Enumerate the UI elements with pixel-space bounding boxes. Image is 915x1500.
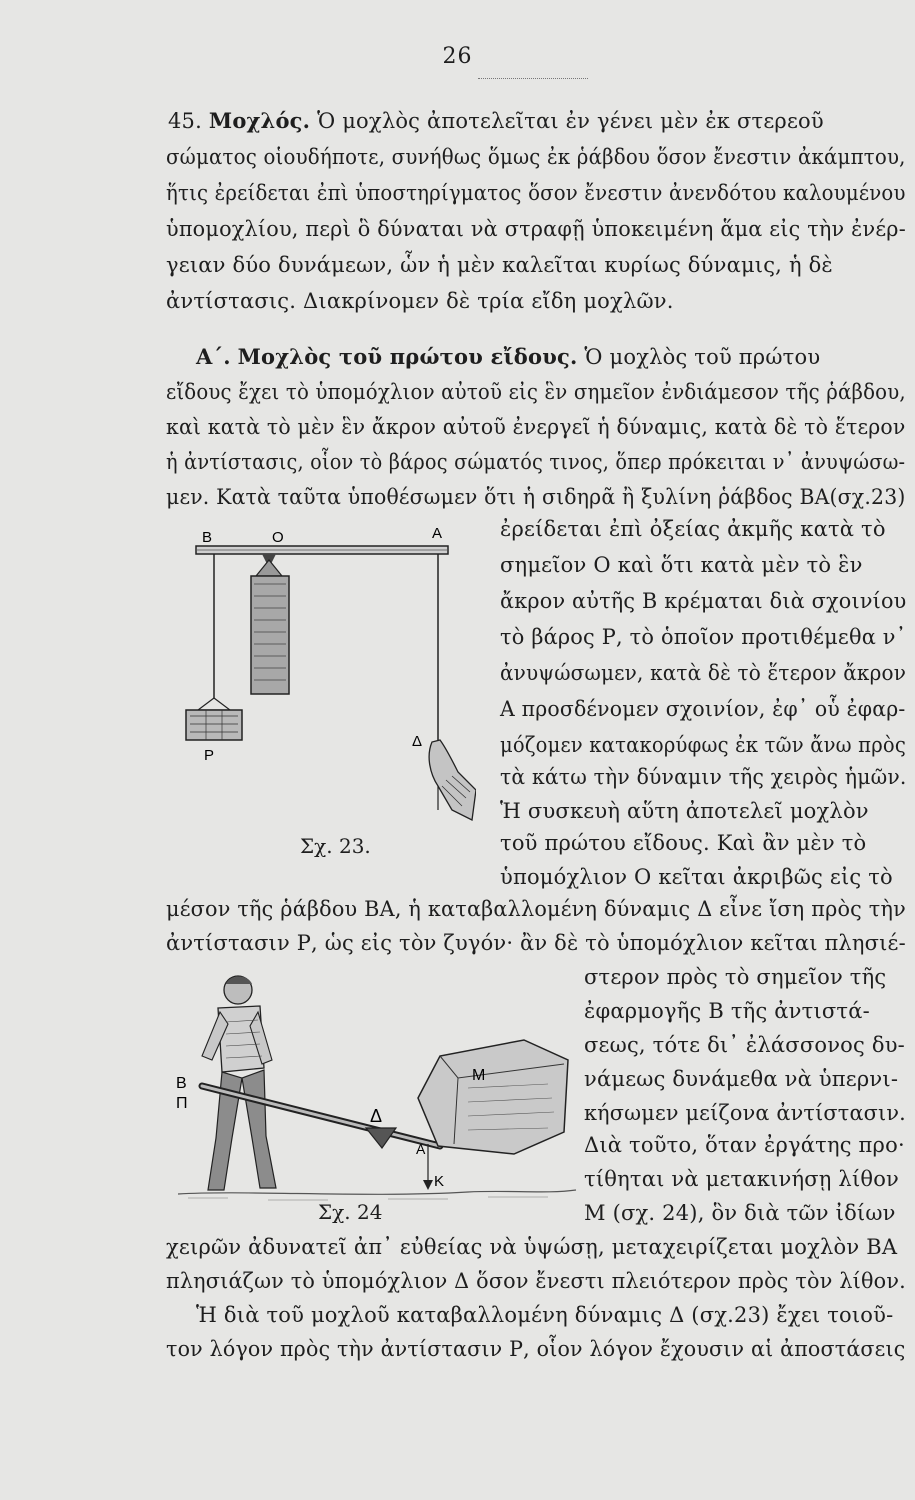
- text-line: τον λόγον πρὸς τὴν ἀντίστασιν Ρ, οἷον λόγον ἔχουσιν αἱ ἀποστάσεις: [166, 1337, 906, 1361]
- label-d: Δ: [370, 1106, 383, 1126]
- hand-pulling: [429, 740, 476, 820]
- section-number: 45.: [168, 109, 202, 133]
- text-line: σεως, τότε δι᾿ ἐλάσσονος δυ-: [584, 1033, 905, 1057]
- text-line: ἥτις ἐρείδεται ἐπὶ ὑποστηρίγματος ὅσον ἔνεστιν ἀνενδότου καλουμένου: [166, 181, 906, 205]
- label-d: Δ: [412, 733, 423, 750]
- text-line: Ἡ διὰ τοῦ μοχλοῦ καταβαλλομένη δύναμις Δ (σχ.23) ἔχει τοιοῦ-: [196, 1303, 894, 1327]
- text-line: ἀντίστασιν Ρ, ὡς εἰς τὸν ζυγόν· ἂν δὲ τὸ ὑπομόχλιον κεῖται πλησιέ-: [166, 931, 906, 955]
- label-p: Ρ: [204, 747, 215, 764]
- text-line: σημεῖον Ο καὶ ὅτι κατὰ μὲν τὸ ἓν: [500, 553, 863, 577]
- text-line: ἡ ἀντίστασις, οἷον τὸ βάρος σώματός τινος, ὅπερ πρόκειται ν᾿ ἀνυψώσω-: [166, 450, 906, 474]
- label-o: Ο: [272, 529, 284, 546]
- text-line: ἐφαρμογῆς Β τῆς ἀντιστά-: [584, 999, 870, 1023]
- figure-24-svg: [168, 968, 580, 1208]
- text-line: τὰ κάτω τὴν δύναμιν τῆς χειρὸς ἡμῶν.: [500, 765, 907, 789]
- text-line: μόζομεν κατακορύφως ἐκ τῶν ἄνω πρὸς: [500, 733, 907, 757]
- text-line: Ὁ μοχλὸς ἀποτελεῖται ἐν γένει μὲν ἐκ στερεοῦ: [317, 109, 824, 133]
- figure-24-worker-lever: [168, 968, 580, 1208]
- label-a: Α: [416, 1141, 426, 1157]
- text-line: ἀντίστασις. Διακρίνομεν δὲ τρία εἴδη μοχλῶν.: [166, 289, 674, 313]
- section-45-first-line: [168, 106, 824, 136]
- text-line: Ὁ μοχλὸς τοῦ πρώτου: [584, 345, 821, 369]
- header-rule: [478, 78, 588, 79]
- stone-m: [418, 1040, 568, 1154]
- text-line: σώματος οἱουδήποτε, συνήθως ὅμως ἐκ ῥάβδου ὅσον ἔνεστιν ἀκάμπτου,: [166, 145, 906, 169]
- text-line: καὶ κατὰ τὸ μὲν ἓν ἄκρον αὐτοῦ ἐνεργεῖ ἡ δύναμις, κατὰ δὲ τὸ ἕτερον: [166, 415, 906, 439]
- text-line: Α προσδένομεν σχοινίον, ἐφ᾿ οὗ ἐφαρ-: [500, 697, 906, 721]
- weight-p: [186, 710, 242, 740]
- text-line: Ἡ συσκευὴ αὕτη ἀποτελεῖ μοχλὸν: [500, 799, 869, 823]
- text-line: τὸ βάρος Ρ, τὸ ὁποῖον προτιθέμεθα ν᾿: [500, 625, 907, 649]
- page-number: 26: [442, 44, 473, 69]
- ground-line: [178, 1190, 576, 1194]
- worker-figure: [202, 976, 276, 1190]
- subsection-label: Α΄.: [196, 344, 231, 369]
- text-line: γειαν δύο δυνάμεων, ὧν ἡ μὲν καλεῖται κυρίως δύναμις, ἡ δὲ: [166, 253, 833, 277]
- label-a: Α: [432, 525, 443, 542]
- label-m: Μ: [472, 1067, 486, 1084]
- text-line: μεν. Κατὰ ταῦτα ὑποθέσωμεν ὅτι ἡ σιδηρᾶ ἢ ξυλίνη ῥάβδος ΒΑ(σχ.23): [166, 485, 906, 509]
- text-line: Μ (σχ. 24), ὃν διὰ τῶν ἰδίων: [584, 1201, 896, 1225]
- text-line: ἄκρον αὐτῆς Β κρέμαται διὰ σχοινίου: [500, 589, 907, 613]
- figure-23-lever-diagram: [176, 520, 476, 840]
- label-k: Κ: [434, 1173, 445, 1190]
- section-a-first-line: [196, 342, 820, 372]
- text-line: μέσον τῆς ῥάβδου ΒΑ, ἡ καταβαλλομένη δύναμις Δ εἶνε ἴση πρὸς τὴν: [166, 897, 906, 921]
- fulcrum-support: [251, 576, 289, 694]
- text-line: πλησιάζων τὸ ὑπομόχλιον Δ ὅσον ἔνεστι πλειότερον πρὸς τὸν λίθον.: [166, 1269, 906, 1293]
- text-line: τοῦ πρώτου εἴδους. Καὶ ἂν μὲν τὸ: [500, 831, 867, 855]
- text-line: ἀνυψώσωμεν, κατὰ δὲ τὸ ἕτερον ἄκρον: [500, 661, 907, 685]
- text-line: ἐρείδεται ἐπὶ ὀξείας ἀκμῆς κατὰ τὸ: [500, 517, 886, 541]
- text-line: νάμεως δυνάμεθα νὰ ὑπερνι-: [584, 1067, 899, 1091]
- fulcrum-wedge: [366, 1128, 396, 1148]
- label-p: Π: [176, 1095, 188, 1112]
- text-line: κήσωμεν μείζονα ἀντίστασιν.: [584, 1101, 906, 1125]
- figure-23-svg: [176, 520, 476, 840]
- text-line: στερον πρὸς τὸ σημεῖον τῆς: [584, 965, 887, 989]
- text-line: χειρῶν ἀδυνατεῖ ἀπ᾿ εὐθείας νὰ ὑψώσῃ, μεταχειρίζεται μοχλὸν ΒΑ: [166, 1235, 898, 1259]
- section-title: Μοχλός.: [208, 108, 311, 133]
- text-line: ὑπομόχλιον Ο κεῖται ἀκριβῶς εἰς τὸ: [500, 865, 893, 889]
- figure-23-caption: Σχ. 23.: [300, 834, 371, 858]
- label-b: Β: [202, 529, 213, 546]
- text-line: τίθηται νὰ μετακινήσῃ λίθον: [584, 1167, 900, 1191]
- label-b: Β: [176, 1075, 187, 1092]
- figure-24-caption: Σχ. 24: [318, 1200, 383, 1224]
- subsection-title: Μοχλὸς τοῦ πρώτου εἴδους.: [237, 344, 578, 369]
- text-line: εἴδους ἔχει τὸ ὑπομόχλιον αὐτοῦ εἰς ἓν σημεῖον ἐνδιάμεσον τῆς ῥάβδου,: [166, 380, 906, 404]
- text-line: ὑπομοχλίου, περὶ ὃ δύναται νὰ στραφῇ ὑποκειμένη ἅμα εἰς τὴν ἐνέρ-: [166, 217, 906, 241]
- text-line: Διὰ τοῦτο, ὅταν ἐργάτης προ·: [584, 1133, 905, 1157]
